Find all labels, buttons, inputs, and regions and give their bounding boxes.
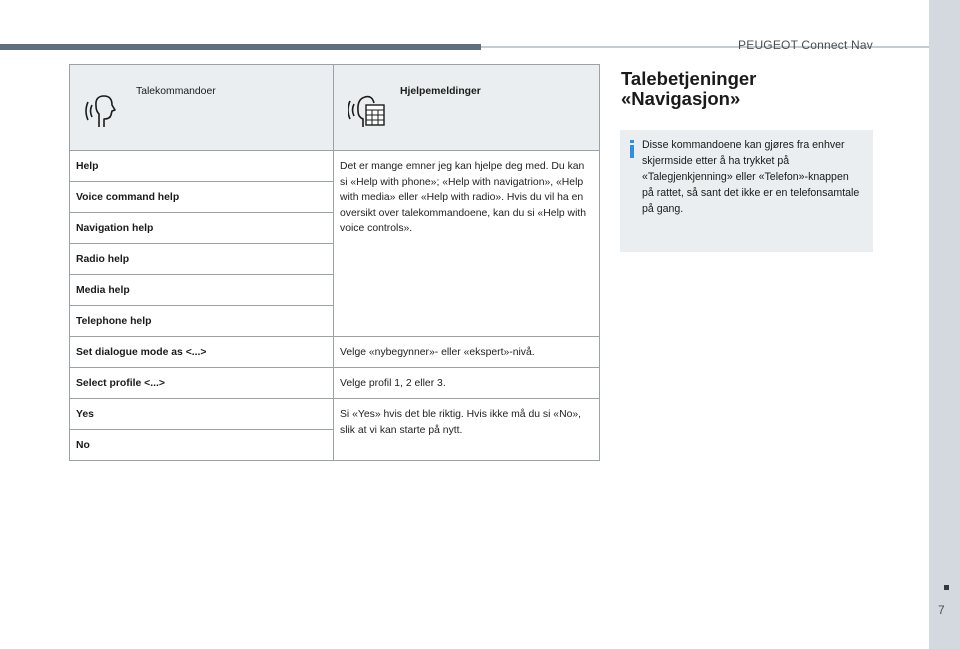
info-icon (627, 140, 637, 158)
command-cell: Help (70, 151, 334, 182)
response-cell: Det er mange emner jeg kan hjelpe deg med. Du kan si «Help with phone»; «Help with navigatrion», «Help with media» eller «Help with radio». Hvis du vil ha en oversikt over talekommandoene, kan du si «Help with voice controls». (334, 151, 600, 337)
response-cell: Velge «nybegynner»- eller «ekspert»-nivå. (334, 337, 600, 368)
command-cell: Radio help (70, 244, 334, 275)
header-messages-label: Hjelpemeldinger (400, 86, 481, 97)
info-text: Disse kommandoene kan gjøres fra enhver skjermside etter å ha trykket på «Talegjenkjenning» eller «Telefon»-knappen på rattet, så sant det ikke er en telefonsamtale på gang. (642, 139, 860, 215)
page-mark (944, 585, 949, 590)
command-cell: Telephone help (70, 306, 334, 337)
response-cell: Velge profil 1, 2 eller 3. (334, 368, 600, 399)
table-row (70, 337, 600, 368)
header-messages-cell (334, 65, 600, 151)
header-commands-cell (70, 65, 334, 151)
top-rule (0, 44, 481, 50)
info-box (620, 130, 873, 252)
voice-command-icon (84, 91, 122, 129)
command-cell: Voice command help (70, 182, 334, 213)
command-cell: Select profile <...> (70, 368, 334, 399)
command-cell: Media help (70, 275, 334, 306)
page-number: 7 (938, 603, 945, 617)
command-cell: Navigation help (70, 213, 334, 244)
brand-header: PEUGEOT Connect Nav (738, 38, 873, 52)
page-edge-band (929, 0, 960, 649)
response-cell: Si «Yes» hvis det ble riktig. Hvis ikke må du si «No», slik at vi kan starte på nytt. (334, 399, 600, 461)
table-row (70, 399, 600, 430)
command-cell: No (70, 430, 334, 461)
table-header-row (70, 65, 600, 151)
table-row (70, 368, 600, 399)
table-row (70, 151, 600, 182)
header-commands-label: Talekommandoer (136, 86, 216, 97)
section-title: Talebetjeninger «Navigasjon» (621, 68, 757, 109)
command-cell: Set dialogue mode as <...> (70, 337, 334, 368)
voice-keypad-icon (348, 91, 386, 129)
command-cell: Yes (70, 399, 334, 430)
voice-command-table (69, 64, 600, 461)
